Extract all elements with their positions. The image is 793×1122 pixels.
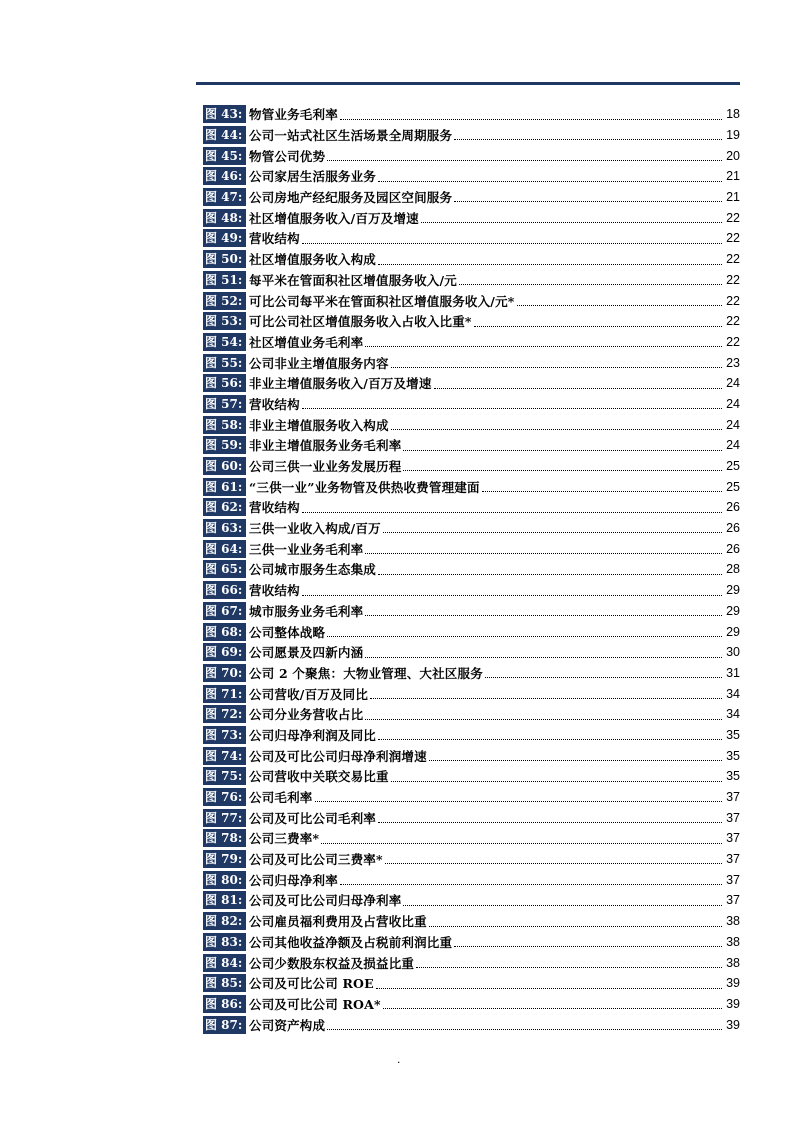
- dot-leader: [482, 491, 722, 492]
- dot-leader: [302, 408, 722, 409]
- figure-number-label: 图 67:: [203, 602, 246, 620]
- toc-entry[interactable]: [203, 725, 740, 746]
- page-number[interactable]: 29: [726, 603, 740, 618]
- figure-title[interactable]: 公司三供一业业务发展历程: [249, 459, 402, 475]
- page-number[interactable]: 20: [726, 148, 740, 163]
- toc-entry[interactable]: [203, 828, 740, 849]
- dot-leader: [302, 243, 722, 244]
- header-rule: [196, 82, 740, 85]
- figure-number-label: 图 54:: [203, 333, 246, 351]
- page-number[interactable]: 25: [726, 479, 740, 494]
- dot-leader: [378, 574, 722, 575]
- page-number[interactable]: 26: [726, 541, 740, 556]
- figure-number-label: 图 69:: [203, 643, 246, 661]
- figure-title[interactable]: 三供一业收入构成/百万: [249, 521, 381, 537]
- figure-number-label: 图 71:: [203, 685, 246, 703]
- figure-number-label: 图 76:: [203, 788, 246, 806]
- figure-number-label: 图 55:: [203, 354, 246, 372]
- figure-number-label: 图 62:: [203, 498, 246, 516]
- page-number[interactable]: 31: [726, 665, 740, 680]
- figure-title[interactable]: 可比公司每平米在管面积社区增值服务收入/元*: [249, 293, 515, 309]
- page-number[interactable]: 34: [726, 707, 740, 722]
- figure-number-label: 图 52:: [203, 292, 246, 310]
- figure-title[interactable]: 城市服务业务毛利率: [249, 603, 364, 619]
- toc-entry[interactable]: [203, 663, 740, 684]
- figure-title[interactable]: 公司资产构成: [249, 1017, 326, 1033]
- figure-number-label: 图 85:: [203, 974, 246, 992]
- figure-title[interactable]: 公司雇员福利费用及占营收比重: [249, 914, 427, 930]
- figure-title[interactable]: 社区增值服务收入构成: [249, 252, 377, 268]
- figure-title[interactable]: 非业主增值服务收入构成: [249, 417, 389, 433]
- figure-title[interactable]: 物管公司优势: [249, 148, 326, 164]
- figure-number-label: 图 81:: [203, 891, 246, 909]
- figure-number-label: 图 61:: [203, 478, 246, 496]
- dot-leader: [321, 843, 722, 844]
- toc-entry[interactable]: [203, 290, 740, 311]
- page-number[interactable]: 28: [726, 562, 740, 577]
- page-number[interactable]: 21: [726, 190, 740, 205]
- figure-number-label: 图 64:: [203, 540, 246, 558]
- toc-entry[interactable]: [203, 869, 740, 890]
- page-number[interactable]: 24: [726, 396, 740, 411]
- toc-entry[interactable]: [203, 807, 740, 828]
- toc-entry[interactable]: [203, 642, 740, 663]
- dot-leader: [454, 201, 722, 202]
- figure-number-label: 图 80:: [203, 871, 246, 889]
- figure-number-label: 图 56:: [203, 374, 246, 392]
- toc-entry[interactable]: [203, 476, 740, 497]
- dot-leader: [434, 388, 722, 389]
- dot-leader: [315, 801, 722, 802]
- figure-number-label: 图 60:: [203, 457, 246, 475]
- figure-title[interactable]: 公司一站式社区生活场景全周期服务: [249, 128, 453, 144]
- figure-title[interactable]: 每平米在管面积社区增值服务收入/元: [249, 272, 457, 288]
- toc-entry[interactable]: [203, 456, 740, 477]
- figure-number-label: 图 70:: [203, 664, 246, 682]
- figure-title[interactable]: 公司及可比公司归母净利润增速: [249, 748, 427, 764]
- dot-leader: [370, 698, 722, 699]
- page-number[interactable]: 35: [726, 769, 740, 784]
- figure-title[interactable]: 营收结构: [249, 500, 300, 516]
- dot-leader: [383, 1008, 722, 1009]
- page-number[interactable]: 22: [726, 293, 740, 308]
- dot-leader: [403, 450, 722, 451]
- page-number[interactable]: 34: [726, 686, 740, 701]
- page-number[interactable]: 23: [726, 355, 740, 370]
- page-number[interactable]: 29: [726, 583, 740, 598]
- figure-number-label: 图 65:: [203, 560, 246, 578]
- dot-leader: [383, 532, 722, 533]
- toc-entry[interactable]: [203, 228, 740, 249]
- figure-number-label: 图 82:: [203, 912, 246, 930]
- page-number[interactable]: 18: [726, 107, 740, 122]
- figure-number-label: 图 83:: [203, 933, 246, 951]
- figure-number-label: 图 51:: [203, 271, 246, 289]
- dot-leader: [327, 160, 722, 161]
- toc-entry[interactable]: [203, 704, 740, 725]
- figure-number-label: 图 73:: [203, 726, 246, 744]
- figure-title[interactable]: 物管业务毛利率: [249, 107, 338, 123]
- page-number[interactable]: 37: [726, 893, 740, 908]
- dot-leader: [459, 284, 722, 285]
- dot-leader: [403, 905, 722, 906]
- page-number[interactable]: 24: [726, 438, 740, 453]
- dot-leader: [421, 222, 722, 223]
- toc-entry[interactable]: [203, 890, 740, 911]
- figure-title[interactable]: 社区增值服务收入/百万及增速: [249, 210, 419, 226]
- figure-title[interactable]: 营收结构: [249, 583, 300, 599]
- figure-title[interactable]: “三供一业”业务物管及供热收费管理建面: [249, 479, 480, 495]
- figure-number-label: 图 79:: [203, 850, 246, 868]
- toc-entry[interactable]: [203, 973, 740, 994]
- page-number[interactable]: 37: [726, 852, 740, 867]
- page-number[interactable]: 35: [726, 748, 740, 763]
- page-number[interactable]: 39: [726, 996, 740, 1011]
- toc-entry[interactable]: [203, 311, 740, 332]
- dot-leader: [365, 719, 722, 720]
- dot-leader: [365, 553, 722, 554]
- figure-title[interactable]: 非业主增值服务收入/百万及增速: [249, 376, 432, 392]
- figure-number-label: 图 63:: [203, 519, 246, 537]
- page-number[interactable]: 25: [726, 459, 740, 474]
- toc-entry[interactable]: [203, 580, 740, 601]
- toc-entry[interactable]: [203, 187, 740, 208]
- page-number[interactable]: 37: [726, 810, 740, 825]
- toc-entry[interactable]: [203, 601, 740, 622]
- figure-number-label: 图 58:: [203, 416, 246, 434]
- toc-entry[interactable]: [203, 787, 740, 808]
- figure-title[interactable]: 公司家居生活服务业务: [249, 169, 377, 185]
- dot-leader: [302, 595, 722, 596]
- dot-leader: [378, 181, 722, 182]
- figure-title[interactable]: 可比公司社区增值服务收入占收入比重*: [249, 314, 472, 330]
- figure-title[interactable]: 公司及可比公司 ROE: [249, 976, 374, 992]
- page-number[interactable]: 22: [726, 334, 740, 349]
- figure-number-label: 图 48:: [203, 209, 246, 227]
- figure-number-label: 图 45:: [203, 147, 246, 165]
- dot-leader: [391, 367, 722, 368]
- dot-leader: [403, 470, 722, 471]
- page-number[interactable]: 37: [726, 831, 740, 846]
- dot-leader: [378, 264, 722, 265]
- dot-leader: [340, 119, 722, 120]
- figure-title[interactable]: 公司房地产经纪服务及园区空间服务: [249, 190, 453, 206]
- figure-number-label: 图 78:: [203, 829, 246, 847]
- toc-entry[interactable]: [203, 766, 740, 787]
- toc-entry[interactable]: [203, 932, 740, 953]
- page-number[interactable]: 38: [726, 955, 740, 970]
- figure-number-label: 图 72:: [203, 705, 246, 723]
- toc-entry[interactable]: [203, 414, 740, 435]
- figure-title[interactable]: 公司 2 个聚焦：大物业管理、大社区服务: [249, 665, 483, 681]
- dot-leader: [391, 781, 722, 782]
- figure-title[interactable]: 公司城市服务生态集成: [249, 562, 377, 578]
- figure-number-label: 图 86:: [203, 995, 246, 1013]
- figure-number-label: 图 44:: [203, 126, 246, 144]
- toc-entry[interactable]: [203, 104, 740, 125]
- dot-leader: [365, 346, 722, 347]
- page-number[interactable]: 37: [726, 872, 740, 887]
- toc-entry[interactable]: [203, 373, 740, 394]
- figure-title[interactable]: 公司及可比公司毛利率: [249, 810, 377, 826]
- page-number[interactable]: 37: [726, 790, 740, 805]
- figure-title[interactable]: 公司愿景及四新内涵: [249, 645, 364, 661]
- figure-number-label: 图 84:: [203, 954, 246, 972]
- figure-number-label: 图 46:: [203, 167, 246, 185]
- dot-leader: [327, 1029, 722, 1030]
- figure-number-label: 图 68:: [203, 623, 246, 641]
- figure-number-label: 图 87:: [203, 1016, 246, 1034]
- figure-title[interactable]: 公司三费率*: [249, 831, 320, 847]
- dot-leader: [327, 636, 722, 637]
- figure-title[interactable]: 公司其他收益净额及占税前利润比重: [249, 934, 453, 950]
- page-number[interactable]: 26: [726, 500, 740, 515]
- page-number[interactable]: 22: [726, 272, 740, 287]
- page-number[interactable]: 35: [726, 727, 740, 742]
- figure-title[interactable]: 营收结构: [249, 231, 300, 247]
- toc-entry[interactable]: [203, 352, 740, 373]
- page-number[interactable]: 19: [726, 128, 740, 143]
- figure-title[interactable]: 非业主增值服务业务毛利率: [249, 438, 402, 454]
- toc-entry[interactable]: [203, 683, 740, 704]
- dot-leader: [429, 760, 722, 761]
- figure-title[interactable]: 三供一业业务毛利率: [249, 541, 364, 557]
- figure-title[interactable]: 公司营收中关联交易比重: [249, 769, 389, 785]
- page-number[interactable]: 30: [726, 645, 740, 660]
- toc-entry[interactable]: [203, 332, 740, 353]
- figure-title[interactable]: 营收结构: [249, 396, 300, 412]
- page-number[interactable]: 21: [726, 169, 740, 184]
- toc-entry[interactable]: [203, 745, 740, 766]
- footer-mark: .: [397, 1052, 401, 1066]
- figure-number-label: 图 47:: [203, 188, 246, 206]
- figure-number-label: 图 53:: [203, 312, 246, 330]
- figure-title[interactable]: 公司毛利率: [249, 790, 313, 806]
- toc-entry[interactable]: [203, 538, 740, 559]
- toc-entry[interactable]: [203, 518, 740, 539]
- figure-title[interactable]: 公司及可比公司 ROA*: [249, 996, 381, 1012]
- figure-title[interactable]: 社区增值业务毛利率: [249, 334, 364, 350]
- figure-title[interactable]: 公司非业主增值服务内容: [249, 355, 389, 371]
- figure-number-label: 图 77:: [203, 809, 246, 827]
- figure-title[interactable]: 公司营收/百万及同比: [249, 686, 369, 702]
- page-number[interactable]: 38: [726, 914, 740, 929]
- figure-title[interactable]: 公司少数股东权益及损益比重: [249, 955, 415, 971]
- figure-number-label: 图 59:: [203, 436, 246, 454]
- dot-leader: [454, 139, 722, 140]
- toc-entry[interactable]: [203, 911, 740, 932]
- toc-entry[interactable]: [203, 249, 740, 270]
- dot-leader: [454, 946, 722, 947]
- figure-index: [203, 104, 740, 1035]
- page-number[interactable]: 24: [726, 417, 740, 432]
- figure-title[interactable]: 公司归母净利润及同比: [249, 727, 377, 743]
- figure-title[interactable]: 公司及可比公司三费率*: [249, 852, 383, 868]
- dot-leader: [365, 657, 722, 658]
- dot-leader: [429, 926, 722, 927]
- dot-leader: [365, 615, 722, 616]
- dot-leader: [378, 739, 722, 740]
- figure-title[interactable]: 公司整体战略: [249, 624, 326, 640]
- figure-number-label: 图 50:: [203, 250, 246, 268]
- page-number[interactable]: 24: [726, 376, 740, 391]
- page-number[interactable]: 22: [726, 231, 740, 246]
- toc-entry[interactable]: [203, 394, 740, 415]
- toc-entry[interactable]: [203, 621, 740, 642]
- figure-number-label: 图 49:: [203, 229, 246, 247]
- toc-entry[interactable]: [203, 435, 740, 456]
- dot-leader: [376, 988, 722, 989]
- page-number[interactable]: 29: [726, 624, 740, 639]
- toc-entry[interactable]: [203, 270, 740, 291]
- page-number[interactable]: 38: [726, 934, 740, 949]
- toc-entry[interactable]: [203, 849, 740, 870]
- dot-leader: [517, 305, 722, 306]
- figure-title[interactable]: 公司分业务营收占比: [249, 707, 364, 723]
- toc-entry[interactable]: [203, 125, 740, 146]
- dot-leader: [302, 512, 722, 513]
- figure-number-label: 图 43:: [203, 105, 246, 123]
- toc-entry[interactable]: [203, 497, 740, 518]
- dot-leader: [485, 677, 722, 678]
- page-number[interactable]: 22: [726, 252, 740, 267]
- toc-entry[interactable]: [203, 952, 740, 973]
- page-number[interactable]: 22: [726, 210, 740, 225]
- toc-entry[interactable]: [203, 559, 740, 580]
- figure-title[interactable]: 公司归母净利率: [249, 872, 338, 888]
- figure-title[interactable]: 公司及可比公司归母净利率: [249, 893, 402, 909]
- page-number[interactable]: 39: [726, 976, 740, 991]
- toc-entry[interactable]: [203, 1014, 740, 1035]
- dot-leader: [391, 429, 722, 430]
- page-number[interactable]: 22: [726, 314, 740, 329]
- figure-number-label: 图 75:: [203, 767, 246, 785]
- figure-number-label: 图 57:: [203, 395, 246, 413]
- dot-leader: [416, 967, 722, 968]
- toc-entry[interactable]: [203, 145, 740, 166]
- dot-leader: [474, 326, 722, 327]
- page-number[interactable]: 26: [726, 521, 740, 536]
- dot-leader: [378, 822, 722, 823]
- figure-number-label: 图 66:: [203, 581, 246, 599]
- toc-entry[interactable]: [203, 994, 740, 1015]
- toc-entry[interactable]: [203, 207, 740, 228]
- page-number[interactable]: 39: [726, 1017, 740, 1032]
- toc-entry[interactable]: [203, 166, 740, 187]
- dot-leader: [385, 863, 722, 864]
- figure-number-label: 图 74:: [203, 747, 246, 765]
- dot-leader: [340, 884, 722, 885]
